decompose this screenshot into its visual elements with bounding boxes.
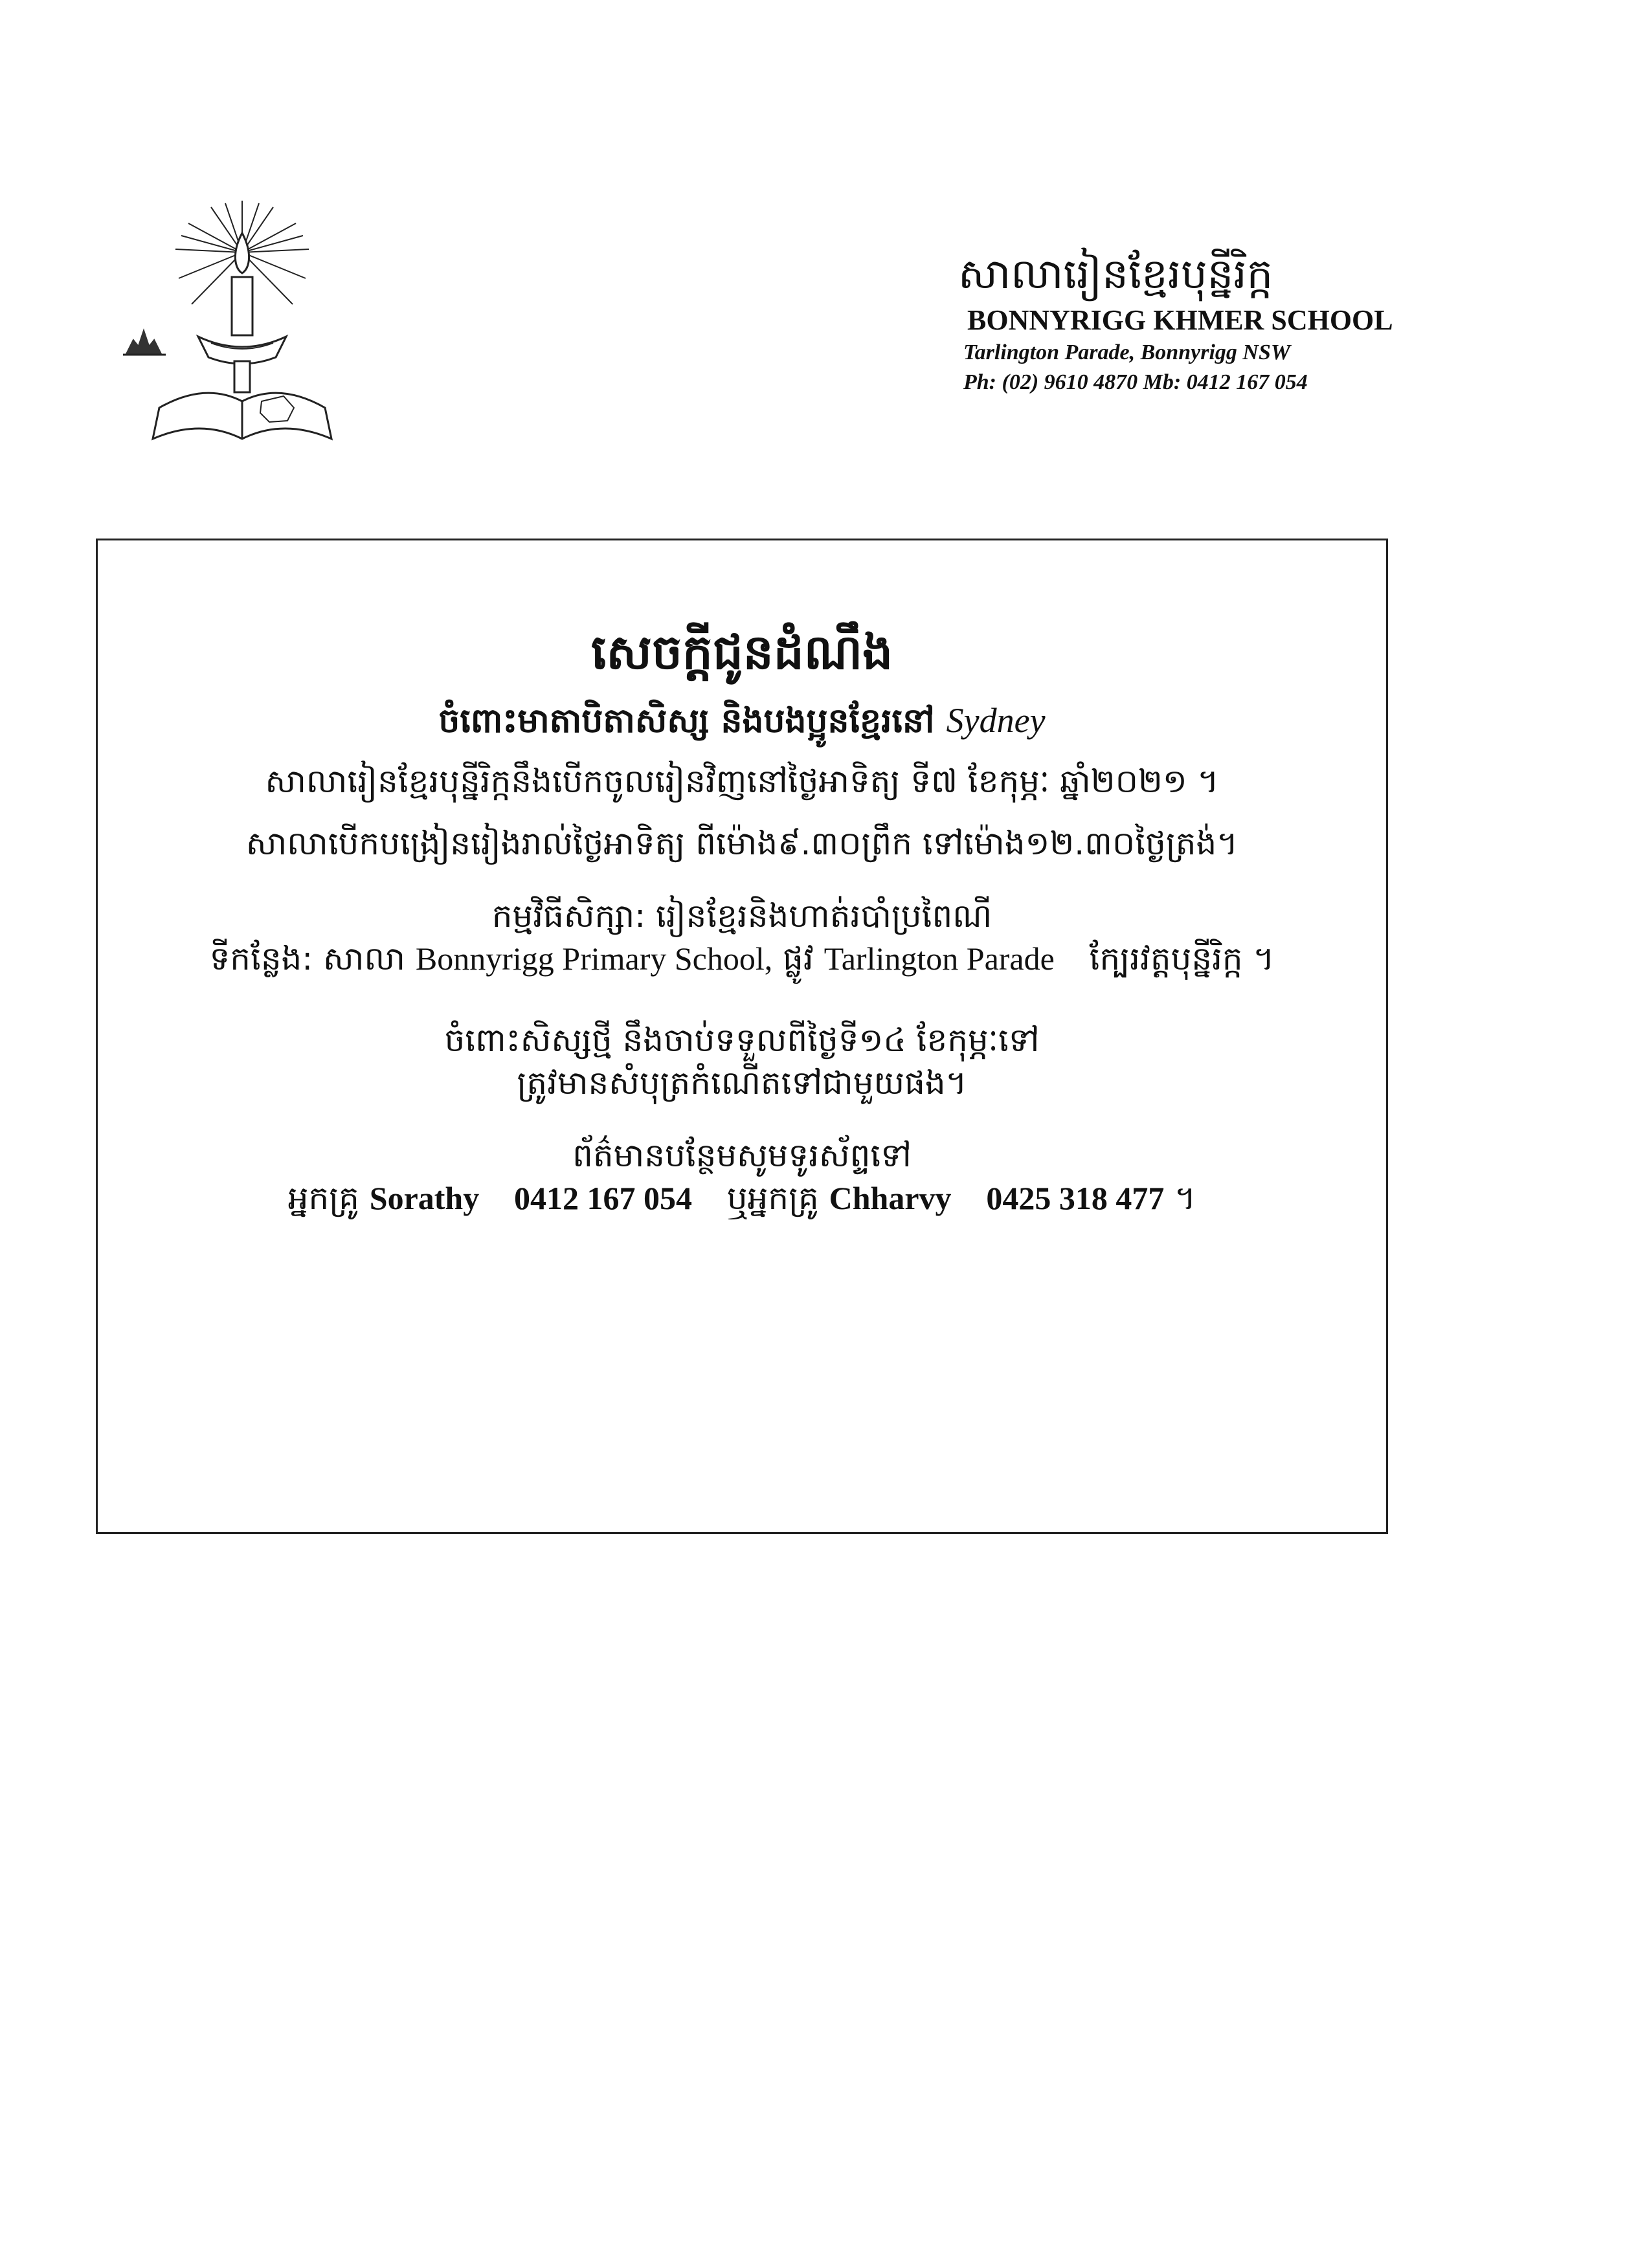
contact-end: ។ — [1174, 1179, 1196, 1217]
letterhead — [958, 246, 1606, 397]
school-phone: Ph: (02) 9610 4870 Mb: 0412 167 054 — [963, 370, 1308, 394]
contact-phone-2: 0425 318 477 — [986, 1180, 1165, 1216]
contact-teacher-1-word: អ្នកគ្រូ — [287, 1179, 359, 1217]
notice-subtitle — [98, 695, 1386, 747]
subtitle-city: Sydney — [946, 701, 1046, 740]
location-street: Tarlington Parade — [824, 940, 1055, 977]
contact-name-1: Sorathy — [369, 1180, 480, 1216]
new-students-line-1: ចំពោះសិស្សថ្មី នឹងចាប់ទទួលពីថ្ងៃទី១៤ ខែកុម្ភៈទៅ — [444, 1021, 1040, 1059]
new-students-line-2: ត្រូវមានសំបុត្រកំណើតទៅជាមួយផង។ — [517, 1064, 967, 1102]
location-line — [98, 937, 1386, 980]
reopen-line: សាលារៀនខ្មែរបុន្នីរិក្កនឹងបើកចូលរៀនវិញនៅថ្ងៃអាទិត្យ ទី៧ ខែកុម្ភៈ ឆ្នាំ២០២១ ។ — [265, 762, 1219, 800]
school-address: Tarlington Parade, Bonnyrigg NSW — [963, 340, 1291, 364]
contact-name-2: Chharvy — [829, 1180, 952, 1216]
candle-book-emblem-icon — [123, 201, 331, 439]
info-line: ព័ត៌មានបន្ថែមសូមទូរស័ព្ទទៅ — [572, 1137, 912, 1174]
school-logo — [114, 188, 373, 447]
subtitle-khmer: ចំពោះមាតាបិតាសិស្ស និងបងប្អូនខ្មែរនៅ — [438, 702, 935, 740]
location-label: ទីកន្លែង: សាលា — [209, 940, 405, 977]
contact-phone-1: 0412 167 054 — [514, 1180, 693, 1216]
hours-line: សាលាបើកបង្រៀនរៀងរាល់ថ្ងៃអាទិត្យ ពីម៉ោង៩.៣០ព្រឹក ទៅម៉ោង១២.៣០ថ្ងៃត្រង់។ — [245, 825, 1238, 862]
notice-box — [96, 539, 1388, 1534]
school-name-english: BONNYRIGG KHMER SCHOOL — [967, 304, 1393, 336]
contact-line — [98, 1177, 1386, 1219]
contact-or-teacher: ឬអ្នកគ្រូ — [726, 1179, 819, 1217]
school-name-khmer: សាលារៀនខ្មែរបុន្នីរិក្ក — [958, 250, 1273, 298]
notice-content — [98, 617, 1386, 1219]
location-street-word: ផ្លូវ — [783, 940, 814, 977]
notice-title: សេចក្ដីជូនដំណឹង — [590, 625, 893, 680]
location-school: Bonnyrigg Primary School, — [415, 940, 773, 977]
program-line: កម្មវិធីសិក្សា: រៀនខ្មែរនិងហាត់របាំប្រពៃណី — [491, 897, 992, 935]
location-suburb: ក្បែរវត្តបុន្នីរិក្ក ។ — [1089, 940, 1275, 977]
